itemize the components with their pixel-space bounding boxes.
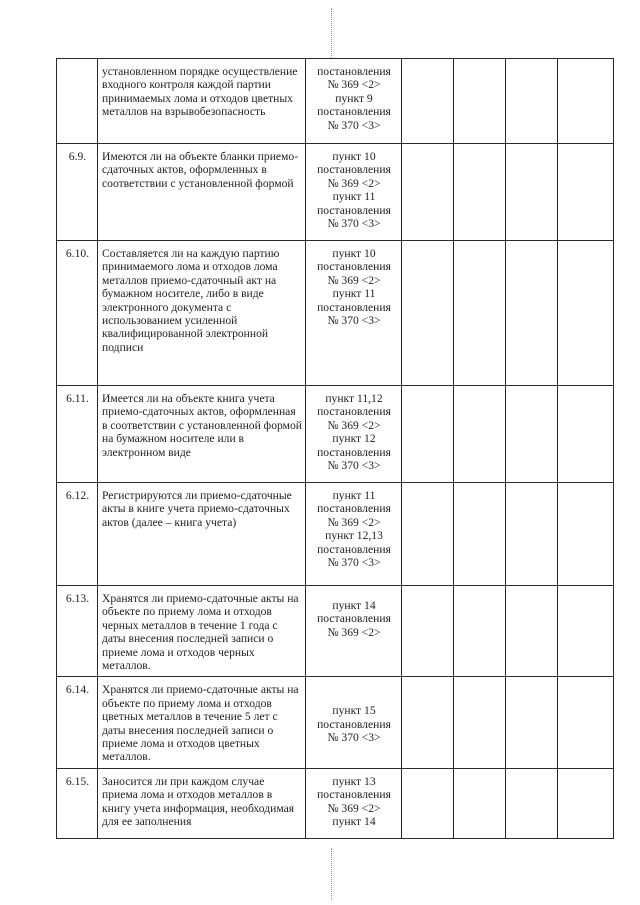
reference-line: пункт 14: [332, 815, 376, 829]
requirement-text: Заносится ли при каждом случае приема лома и отходов металлов в книгу учета информация, необходимая для ее заполнения: [98, 768, 306, 838]
item-number: 6.12.: [57, 483, 98, 586]
answer-na-cell[interactable]: [506, 144, 558, 241]
table-row: [57, 483, 614, 586]
notes-cell[interactable]: [558, 386, 614, 483]
answer-yes-cell[interactable]: [402, 483, 454, 586]
answer-na-cell[interactable]: [506, 483, 558, 586]
reference-line: № 369 <2>: [327, 176, 381, 190]
requirement-text: Регистрируются ли приемо-сдаточные акты в книге учета приемо-сдаточных актов (далее – книга учета): [98, 483, 306, 586]
answer-yes-cell[interactable]: [402, 386, 454, 483]
notes-cell[interactable]: [558, 144, 614, 241]
item-number: [57, 59, 98, 144]
reference-line: постановления: [317, 502, 391, 516]
reference-line: пункт 10: [332, 150, 376, 163]
fold-line-bottom: [331, 848, 332, 900]
reference-line: № 370 <3>: [327, 314, 381, 328]
reference-line: пункт 9: [335, 91, 373, 105]
notes-cell[interactable]: [558, 677, 614, 768]
reference-line: пункт 12,13: [325, 529, 383, 543]
requirement-text: Хранятся ли приемо-сдаточные акты на объекте по приему лома и отходов черных металлов в течение 1 года с даты внесения последней записи о приеме лома и отходов черных металлов.: [98, 586, 306, 677]
requirement-text: Составляется ли на каждую партию принимаемого лома и отходов лома металлов приемо-сдаточный акт на бумажном носителе, либо в виде электронного документа с использованием усиленной квалифицированной электронной подписи: [98, 241, 306, 386]
notes-cell[interactable]: [558, 586, 614, 677]
notes-cell[interactable]: [558, 241, 614, 386]
reference-line: № 369 <2>: [327, 418, 381, 432]
reference-line: пункт 11: [332, 287, 376, 301]
item-number: 6.13.: [57, 586, 98, 677]
answer-na-cell[interactable]: [506, 586, 558, 677]
notes-cell[interactable]: [558, 483, 614, 586]
reference-line: постановления: [317, 405, 391, 419]
reference-line: постановления: [317, 203, 391, 217]
reference-line: постановления: [317, 163, 391, 177]
reference-line: пункт 11: [332, 489, 376, 502]
reference-line: пункт 10: [332, 247, 376, 260]
reference-line: постановления: [317, 105, 391, 119]
table-row: [57, 386, 614, 483]
answer-no-cell[interactable]: [454, 144, 506, 241]
answer-no-cell[interactable]: [454, 386, 506, 483]
reference-line: постановления: [317, 260, 391, 274]
answer-na-cell[interactable]: [506, 677, 558, 768]
reference-line: постановления: [317, 542, 391, 556]
item-number: 6.15.: [57, 768, 98, 838]
legal-reference: [306, 768, 402, 838]
answer-no-cell[interactable]: [454, 586, 506, 677]
answer-yes-cell[interactable]: [402, 59, 454, 144]
answer-no-cell[interactable]: [454, 768, 506, 838]
reference-line: пункт 13: [332, 774, 376, 788]
table-row: [57, 768, 614, 838]
reference-line: № 370 <3>: [327, 731, 381, 745]
item-number: 6.14.: [57, 677, 98, 768]
notes-cell[interactable]: [558, 59, 614, 144]
reference-line: пункт 11: [332, 190, 376, 204]
reference-line: постановления: [317, 65, 391, 78]
reference-line: № 370 <3>: [327, 118, 381, 132]
legal-reference: [306, 677, 402, 768]
reference-line: постановления: [317, 717, 391, 731]
table-row: [57, 677, 614, 768]
answer-no-cell[interactable]: [454, 241, 506, 386]
requirement-text: Хранятся ли приемо-сдаточные акты на объекте по приему лома и отходов цветных металлов в течение 5 лет с даты внесения последней записи о приеме лома и отходов цветных металлов.: [98, 677, 306, 768]
reference-line: постановления: [317, 788, 391, 802]
answer-no-cell[interactable]: [454, 59, 506, 144]
table-row: [57, 241, 614, 386]
table-row: [57, 59, 614, 144]
answer-no-cell[interactable]: [454, 677, 506, 768]
reference-line: № 369 <2>: [327, 625, 381, 639]
reference-line: пункт 15: [332, 704, 376, 718]
item-number: 6.11.: [57, 386, 98, 483]
checklist-table: [56, 58, 614, 839]
legal-reference: [306, 144, 402, 241]
answer-na-cell[interactable]: [506, 386, 558, 483]
reference-line: № 369 <2>: [327, 801, 381, 815]
legal-reference: [306, 241, 402, 386]
answer-na-cell[interactable]: [506, 768, 558, 838]
legal-reference: [306, 586, 402, 677]
reference-line: пункт 12: [332, 432, 376, 446]
requirement-text: Имеется ли на объекте книга учета приемо-сдаточных актов, оформленная в соответствии с установленной формой на бумажном носителе или в электронном виде: [98, 386, 306, 483]
answer-yes-cell[interactable]: [402, 586, 454, 677]
reference-line: пункт 11,12: [325, 392, 383, 405]
table-row: [57, 144, 614, 241]
reference-line: постановления: [317, 445, 391, 459]
answer-na-cell[interactable]: [506, 241, 558, 386]
reference-line: № 370 <3>: [327, 556, 381, 570]
fold-line-top: [331, 8, 332, 58]
legal-reference: [306, 59, 402, 144]
reference-line: № 369 <2>: [327, 515, 381, 529]
reference-line: постановления: [317, 300, 391, 314]
legal-reference: [306, 386, 402, 483]
answer-yes-cell[interactable]: [402, 677, 454, 768]
table-row: [57, 586, 614, 677]
reference-line: № 370 <3>: [327, 217, 381, 231]
reference-line: пункт 14: [332, 599, 376, 612]
answer-na-cell[interactable]: [506, 59, 558, 144]
item-number: 6.9.: [57, 144, 98, 241]
legal-reference: [306, 483, 402, 586]
reference-line: постановления: [317, 612, 391, 626]
item-number: 6.10.: [57, 241, 98, 386]
requirement-text: установленном порядке осуществление входного контроля каждой партии принимаемых лома и отходов цветных металлов на взрывобезопасность: [98, 59, 306, 144]
answer-no-cell[interactable]: [454, 483, 506, 586]
reference-line: № 370 <3>: [327, 459, 381, 473]
notes-cell[interactable]: [558, 768, 614, 838]
reference-line: № 369 <2>: [327, 273, 381, 287]
answer-yes-cell[interactable]: [402, 241, 454, 386]
reference-line: № 369 <2>: [327, 78, 381, 92]
answer-yes-cell[interactable]: [402, 768, 454, 838]
answer-yes-cell[interactable]: [402, 144, 454, 241]
requirement-text: Имеются ли на объекте бланки приемо-сдаточных актов, оформленных в соответствии с установленной формой: [98, 144, 306, 241]
